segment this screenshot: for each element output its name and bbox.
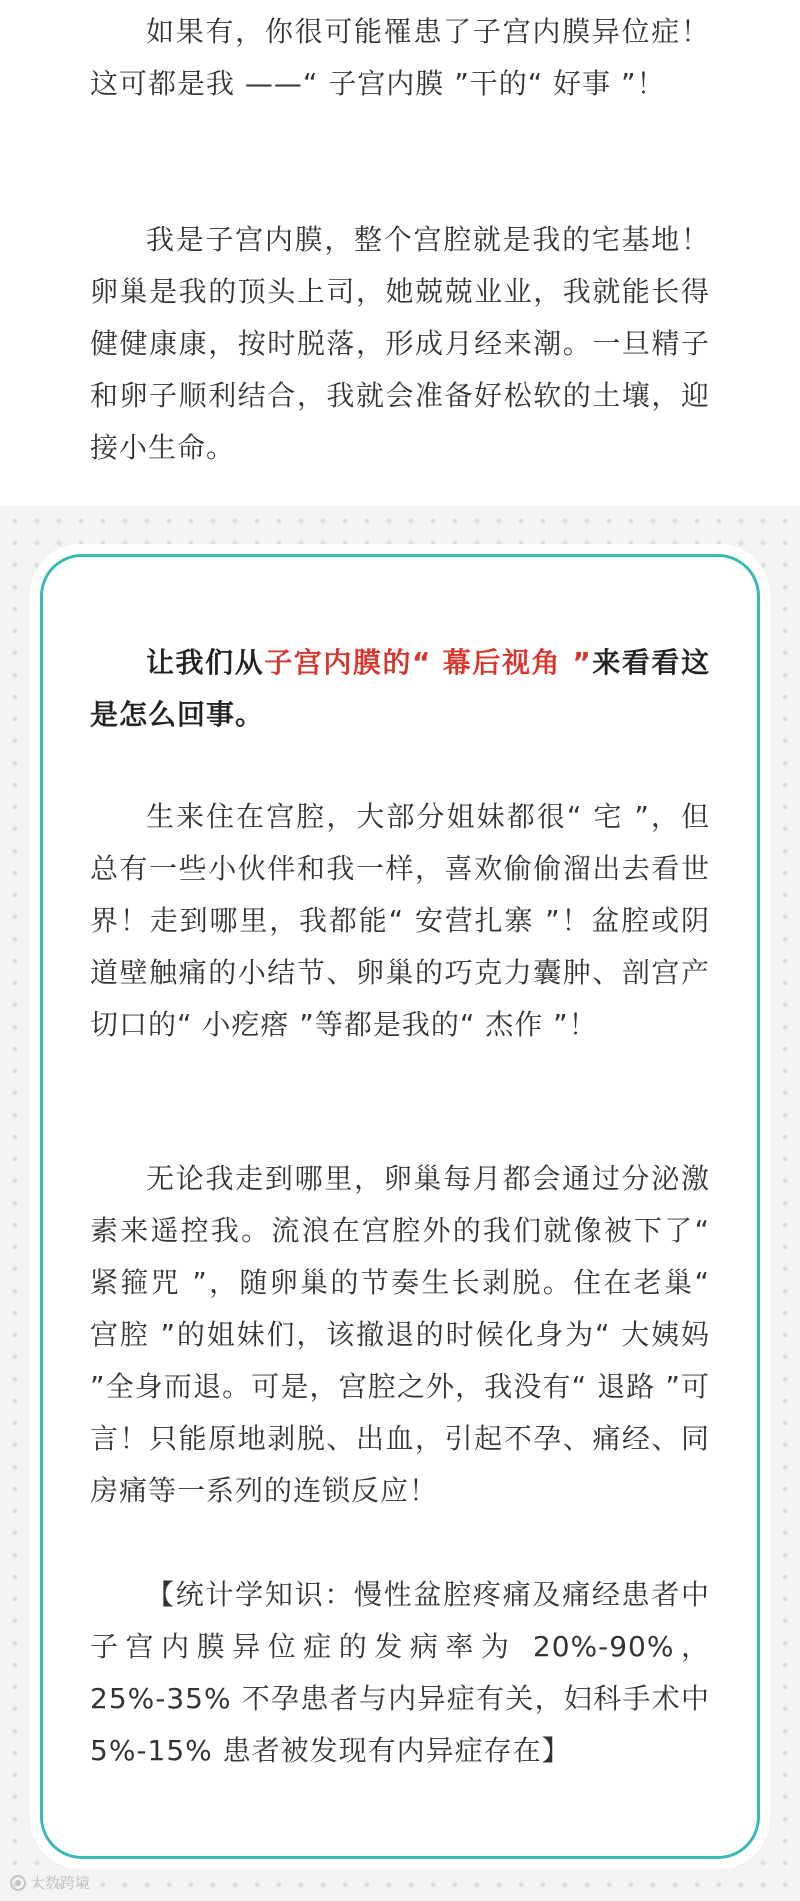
statistics-paragraph: 【统计学知识：慢性盆腔疼痛及痛经患者中子宫内膜异位症的发病率为 20%-90%，25%-35% 不孕患者与内异症有关，妇科手术中 5%-15% 患者被发现有内异症存在】 <box>90 1578 710 1767</box>
intro-section <box>0 0 800 506</box>
intro-paragraph-2: 我是子宫内膜，整个宫腔就是我的宅基地！卵巢是我的顶头上司，她兢兢业业，我就能长得健健康康，按时脱落，形成月经来潮。一旦精子和卵子顺利结合，我就会准备好松软的土壤，迎接小生命。 <box>90 223 710 464</box>
content-card <box>40 554 760 1859</box>
heading-prefix: 让我们从 <box>146 646 265 679</box>
watermark <box>10 1872 90 1893</box>
card-paragraph-2: 无论我走到哪里，卵巢每月都会通过分泌激素来遥控我。流浪在宫腔外的我们就像被下了“ 紧箍咒 ”，随卵巢的节奏生长剥脱。住在老巢“ 宫腔 ”的姐妹们，该撤退的时候化身为“ 大姨妈 ”全身而退。可是，宫腔之外，我没有“ 退路 ”可言！只能原地剥脱、出血，引起不孕、痛经、同房痛等一系列的连锁反应！ <box>90 1162 710 1507</box>
eye-logo-icon <box>10 1875 26 1891</box>
watermark-text: 大数跨境 <box>30 1874 91 1892</box>
heading-suffix: 来看看这是怎么回事。 <box>90 646 710 731</box>
heading-highlight: 子宫内膜的“ 幕后视角 ” <box>264 646 592 679</box>
card-paragraph-1: 生来住在宫腔，大部分姐妹都很“ 宅 ”，但总有一些小伙伴和我一样，喜欢偷偷溜出去看世界！走到哪里，我都能“ 安营扎寨 ”！盆腔或阴道壁触痛的小结节、卵巢的巧克力囊肿、剖宫产切口的“ 小疙瘩 ”等都是我的“ 杰作 ”！ <box>90 800 710 1041</box>
card-heading <box>90 637 710 741</box>
intro-paragraph-1: 如果有，你很可能罹患了子宫内膜异位症！这可都是我 ——“ 子宫内膜 ”干的“ 好事 ”！ <box>90 15 710 100</box>
